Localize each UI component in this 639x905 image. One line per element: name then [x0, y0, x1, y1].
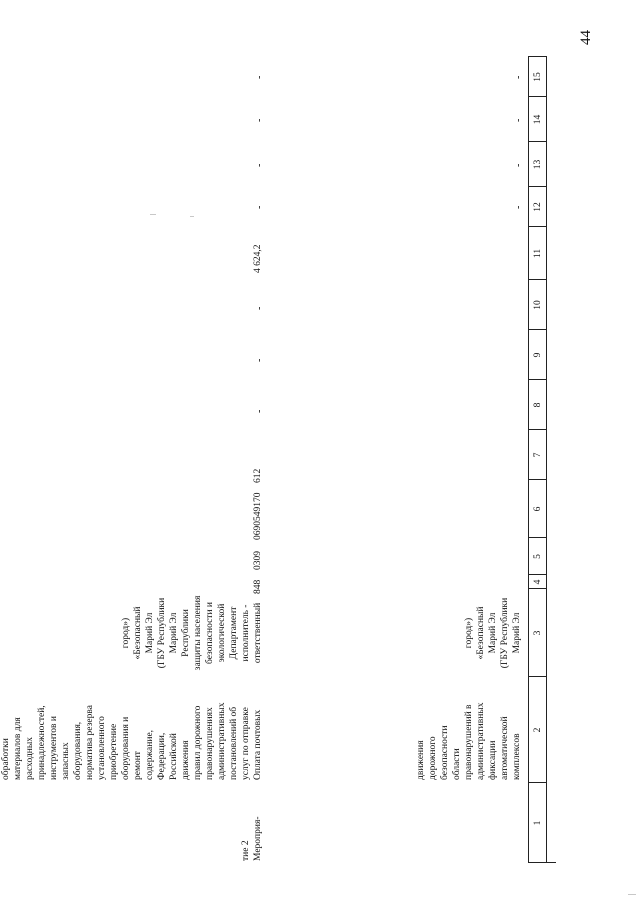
column-header-15: 15: [533, 72, 543, 82]
row2-col1-line: тие 2: [241, 840, 251, 861]
row2-col2-line: норматива резерва: [85, 705, 95, 780]
row1-col2-line: области: [452, 748, 462, 780]
row1-col2-line: административных: [476, 702, 486, 780]
row2-col9-dash: -: [254, 358, 265, 362]
row2-col4-code: 848: [253, 579, 263, 594]
row2-col10-dash: -: [254, 306, 265, 310]
column-header-6: 6: [533, 506, 543, 512]
row1-col2-line: фиксации: [488, 740, 498, 780]
row1-col2-line: комплексов: [512, 733, 522, 780]
row2-col13-dash: -: [254, 163, 265, 167]
row2-col8-dash: -: [254, 409, 265, 413]
column-header-9: 9: [533, 352, 543, 358]
row1-col2-line: дорожного: [428, 736, 438, 780]
column-header-1: 1: [533, 820, 543, 826]
column-header-4: 4: [533, 579, 543, 585]
row2-col1-line: Мероприя-: [253, 816, 263, 861]
column-header-10: 10: [533, 300, 543, 310]
row2-col3-line: безопасности и: [205, 602, 215, 664]
column-divider: [546, 862, 556, 863]
row2-col2-line: оборудования,: [73, 721, 83, 780]
row2-col6-code: 0690549170: [253, 492, 263, 540]
scan-mark: [150, 214, 156, 215]
row2-col2-line: ремонт: [133, 751, 143, 780]
row1-col3-line: «Безопасный: [476, 606, 486, 660]
row2-col3-line: ответственный: [253, 602, 263, 664]
row2-col2-line: постановлений об: [229, 706, 239, 780]
row2-col2-line: услуг по отправке: [241, 707, 251, 780]
row2-col3-line: исполнитель -: [241, 604, 251, 662]
column-header-3: 3: [533, 630, 543, 636]
row1-col3-line: Марий Эл: [488, 612, 498, 654]
row2-col3-line: город»): [121, 617, 131, 649]
row2-col3-line: Марий Эл: [145, 612, 155, 654]
row2-col3-line: Республики: [181, 609, 191, 657]
row2-col2-line: запасных: [61, 742, 71, 780]
row1-col3-line: Марий Эл: [512, 612, 522, 654]
row1-dash-col13: -: [513, 163, 524, 167]
row2-col3-line: Марий Эл: [169, 612, 179, 654]
row2-col3-line: (ГБУ Республики: [157, 597, 167, 669]
row1-col2-line: безопасности: [440, 725, 450, 780]
column-header-2: 2: [533, 727, 543, 733]
row2-col5-code: 0309: [253, 551, 263, 570]
table-header-rule: [546, 56, 547, 863]
row2-col2-line: правонарушениях: [205, 707, 215, 780]
row2-col2-line: правил дорожного: [193, 705, 203, 780]
row1-dash-col12: -: [513, 205, 524, 209]
column-header-14: 14: [533, 114, 543, 125]
row2-col2-line: приобретение: [109, 723, 119, 780]
row2-col2-line: принадлежностей,: [37, 705, 47, 780]
row1-col2-line: правонарушений в: [464, 704, 474, 780]
row1-col3-line: город»): [464, 617, 474, 649]
row2-col2-line: обработки: [1, 738, 11, 780]
page-number: 44: [578, 30, 594, 45]
row2-col2-line: Оплата почтовых: [253, 709, 263, 780]
scan-mark: [190, 216, 194, 217]
column-header-7: 7: [533, 452, 543, 458]
row1-dash-col15: -: [513, 75, 524, 79]
row2-col2-line: содержание,: [145, 729, 155, 780]
table-top-rule: [528, 56, 529, 863]
row2-col7-code: 612: [253, 468, 263, 483]
column-header-13: 13: [533, 159, 543, 170]
row2-col2-line: материалов для: [13, 717, 23, 780]
row2-col2-line: инструментов и: [49, 716, 59, 780]
row2-col3-line: Департамент: [229, 606, 239, 660]
row2-col2-line: Российской: [169, 733, 179, 780]
row2-col3-line: экологической: [217, 603, 227, 663]
row1-dash-col14: -: [513, 118, 524, 122]
row2-col14-dash: -: [254, 118, 265, 122]
row2-col12-dash: -: [254, 205, 265, 209]
column-header-12: 12: [533, 202, 543, 212]
row2-col2-line: движения: [181, 740, 191, 780]
row2-col11-amount: 4 624,2: [253, 244, 263, 273]
row2-col15-dash: -: [254, 75, 265, 79]
column-header-8: 8: [533, 402, 543, 408]
row1-col2-line: автоматической: [500, 716, 510, 780]
row2-col2-line: установленного: [97, 716, 107, 780]
column-header-11: 11: [533, 248, 543, 259]
row2-col3-line: защиты населения: [193, 595, 203, 671]
row2-col2-line: оборудования и: [121, 716, 131, 780]
row1-col3-line: (ГБУ Республики: [500, 597, 510, 669]
row2-col2-line: Федерации,: [157, 732, 167, 780]
row2-col3-line: «Безопасный: [133, 606, 143, 660]
row1-col2-line: движения: [416, 740, 426, 780]
scan-mark: [628, 894, 636, 895]
column-header-5: 5: [533, 554, 543, 559]
row2-col2-line: административных: [217, 702, 227, 780]
row2-col2-line: расходных: [25, 737, 35, 780]
